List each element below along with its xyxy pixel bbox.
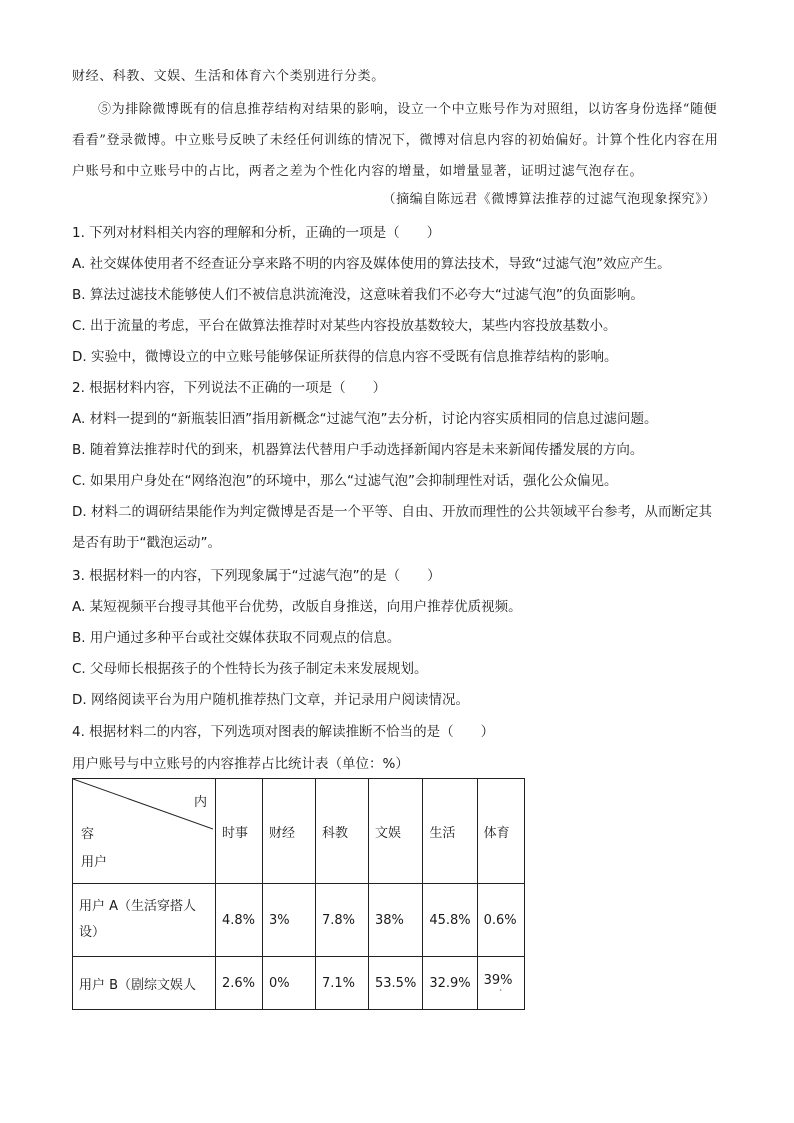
option-c: C. 如果用户身处在“网络泡泡”的环境中，那么“过滤气泡”会抑制理性对话，强化公众偏见。 [72, 473, 618, 489]
table-header-row [73, 779, 525, 884]
question-stem: 3. 根据材料一的内容，下列现象属于“过滤气泡”的是（ ） [72, 568, 441, 584]
option-a: A. 社交媒体使用者不经查证分享来路不明的内容及媒体使用的算法技术，导致“过滤气泡”效应产生。 [72, 256, 671, 272]
question-1 [72, 218, 722, 373]
table-cell: 38% [369, 884, 423, 957]
column-header: 时事 [216, 779, 263, 884]
table-cell: 32.9% [423, 957, 477, 1010]
question-4 [72, 717, 722, 748]
table-cell: 0.6% [477, 884, 524, 957]
corner-label-content-2: 容 [81, 827, 95, 842]
table-cell-truncated [477, 957, 524, 1010]
row-label: 用户 B（剧综文娱人 [73, 957, 216, 1010]
option-c: C. 父母师长根据孩子的个性特长为孩子制定未来发展规划。 [72, 661, 428, 677]
material-line-top: 财经、科教、文娱、生活和体育六个类别进行分类。 [72, 69, 385, 84]
table-cell: 4.8% [216, 884, 263, 957]
question-2 [72, 373, 722, 559]
question-stem: 2. 根据材料内容，下列说法不正确的一项是（ ） [72, 380, 387, 396]
column-header: 财经 [263, 779, 316, 884]
table-cell: 2.6% [216, 957, 263, 1010]
table-cell: 0% [263, 957, 316, 1010]
column-header: 科教 [316, 779, 369, 884]
option-b: B. 用户通过多种平台或社交媒体获取不同观点的信息。 [72, 630, 401, 646]
option-b: B. 算法过滤技术能够使人们不被信息洪流淹没，这意味着我们不必夸大“过滤气泡”的负面影响。 [72, 287, 644, 303]
table-corner-cell [73, 779, 216, 884]
corner-label-user: 用户 [81, 855, 108, 870]
table-cell-value: 39% [483, 972, 513, 988]
option-a: A. 某短视频平台搜寻其他平台优势，改版自身推送，向用户推荐优质视频。 [72, 599, 522, 615]
table-caption: 用户账号与中立账号的内容推荐占比统计表（单位：%） [72, 756, 409, 772]
row-label: 用户 A（生活穿搭人设） [73, 884, 216, 957]
option-b: B. 随着算法推荐时代的到来，机器算法代替用户手动选择新闻内容是未来新闻传播发展的方向。 [72, 442, 644, 458]
table-cell: 7.1% [316, 957, 369, 1010]
question-stem: 4. 根据材料二的内容，下列选项对图表的解读推断不恰当的是（ ） [72, 724, 495, 740]
option-c: C. 出于流量的考虑，平台在做算法推荐时对某些内容投放基数较大，某些内容投放基数小。 [72, 318, 617, 334]
table-cell: 53.5% [369, 957, 423, 1010]
table-cell: 45.8% [423, 884, 477, 957]
corner-label-content-1: 内 [193, 795, 207, 810]
option-d: D. 实验中，微博设立的中立账号能够保证所获得的信息内容不受既有信息推荐结构的影响。 [72, 349, 618, 365]
table-cell: 3% [263, 884, 316, 957]
option-d: D. 网络阅读平台为用户随机推荐热门文章，并记录用户阅读情况。 [72, 692, 469, 708]
table-cell: 7.8% [316, 884, 369, 957]
question-stem: 1. 下列对材料相关内容的理解和分析，正确的一项是（ ） [72, 225, 441, 241]
option-a: A. 材料一提到的“新瓶装旧酒”指用新概念“过滤气泡”去分析，讨论内容实质相同的信息过滤问题。 [72, 411, 658, 427]
question-3 [72, 561, 722, 716]
cell-dot: · [499, 985, 503, 996]
column-header: 生活 [423, 779, 477, 884]
table-row [73, 957, 525, 1010]
option-d: D. 材料二的调研结果能作为判定微博是否是一个平等、自由、开放而理性的公共领域平台参考，从而断定其是否有助于“戳泡运动”。 [72, 504, 712, 551]
material-source: （摘编自陈远君《微博算法推荐的过滤气泡现象探究》） [382, 192, 716, 207]
content-recommendation-table [72, 778, 525, 1010]
material-paragraph-5: ⑤为排除微博既有的信息推荐结构对结果的影响，设立一个中立账号作为对照组，以访客身份选择“随便看看”登录微博。中立账号反映了未经任何训练的情况下，微博对信息内容的初始偏好。计算个性化内容在用户账号和中立账号中的占比，两者之差为个性化内容的增量，如增量显著，证明过滤气泡存在。 [72, 102, 719, 179]
column-header: 文娱 [369, 779, 423, 884]
column-header: 体育 [477, 779, 524, 884]
table-row [73, 884, 525, 957]
